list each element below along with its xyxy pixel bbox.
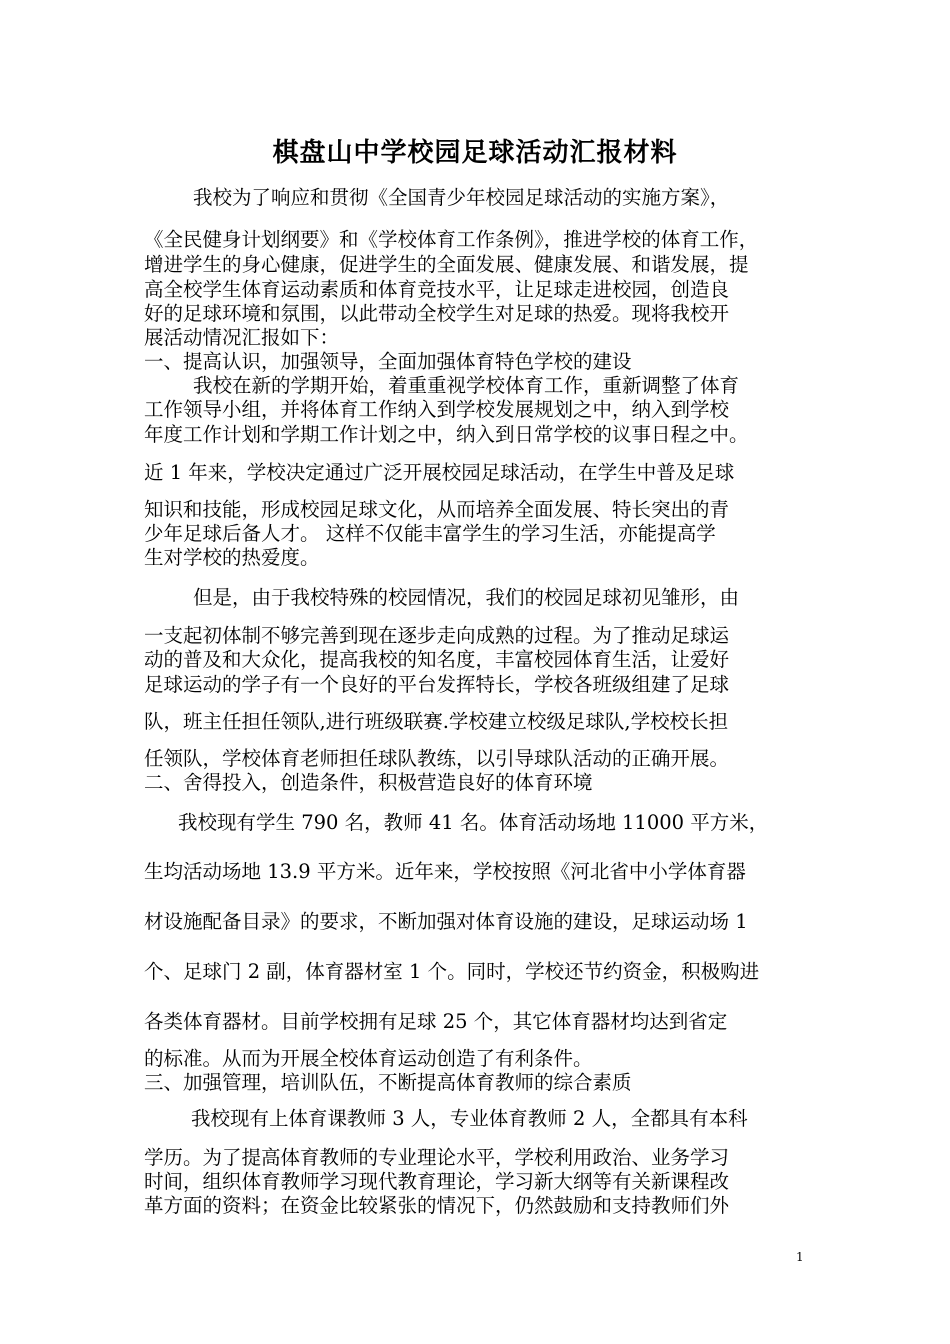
paragraph-line: 知识和技能，形成校园足球文化，从而培养全面发展、特长突出的青 <box>144 498 730 521</box>
paragraph-line: 我校现有上体育课教师 3 人，专业体育教师 2 人，全都具有本科 <box>191 1107 748 1130</box>
paragraph-line: 材设施配备目录》的要求，不断加强对体育设施的建设，足球运动场 1 <box>144 910 748 933</box>
paragraph-line: 个、足球门 2 副，体育器材室 1 个。同时，学校还节约资金，积极购进 <box>144 960 760 983</box>
paragraph-line: 动的普及和大众化，提高我校的知名度，丰富校园体育生活，让爱好 <box>144 648 730 671</box>
paragraph-line: 学历。为了提高体育教师的专业理论水平，学校利用政治、业务学习 <box>144 1146 730 1169</box>
paragraph-line: 我校现有学生 790 名，教师 41 名。体育活动场地 11000 平方米， <box>178 811 769 834</box>
document-title: 棋盘山中学校园足球活动汇报材料 <box>272 138 678 168</box>
paragraph-line: 增进学生的身心健康，促进学生的全面发展、健康发展、和谐发展，提 <box>144 253 749 276</box>
paragraph-line: 的标准。从而为开展全校体育运动创造了有利条件。 <box>144 1047 593 1070</box>
paragraph-line: 革方面的资料；在资金比较紧张的情况下，仍然鼓励和支持教师们外 <box>144 1194 730 1217</box>
paragraph-line: 任领队，学校体育老师担任球队教练，以引导球队活动的正确开展。 <box>144 747 730 770</box>
paragraph-line: 我校为了响应和贯彻《全国青少年校园足球活动的实施方案》， <box>193 186 730 209</box>
paragraph-line: 年度工作计划和学期工作计划之中，纳入到日常学校的议事日程之中。 <box>144 423 749 446</box>
page-number: 1 <box>796 1250 804 1264</box>
paragraph-line: 一支起初体制不够完善到现在逐步走向成熟的过程。为了推动足球运 <box>144 624 730 647</box>
paragraph-line: 各类体育器材。目前学校拥有足球 25 个，其它体育器材均达到省定 <box>144 1010 728 1033</box>
paragraph-line: 生对学校的热爱度。 <box>144 546 320 569</box>
section-heading: 一、提高认识，加强领导，全面加强体育特色学校的建设 <box>144 350 632 373</box>
section-heading: 二、舍得投入，创造条件，积极营造良好的体育环境 <box>144 771 593 794</box>
paragraph-line: 近 1 年来，学校决定通过广泛开展校园足球活动，在学生中普及足球 <box>144 461 735 484</box>
paragraph-line: 但是，由于我校特殊的校园情况，我们的校园足球初见雏形，由 <box>193 586 740 609</box>
paragraph-line: 《全民健身计划纲要》和《学校体育工作条例》，推进学校的体育工作， <box>144 228 759 251</box>
paragraph-line: 展活动情况汇报如下： <box>144 326 340 349</box>
paragraph-line: 我校在新的学期开始，着重重视学校体育工作，重新调整了体育 <box>193 374 740 397</box>
paragraph-line: 时间，组织体育教师学习现代教育理论，学习新大纲等有关新课程改 <box>144 1170 730 1193</box>
paragraph-line: 少年足球后备人才。 这样不仅能丰富学生的学习生活，亦能提高学 <box>144 522 716 545</box>
paragraph-line: 好的足球环境和氛围，以此带动全校学生对足球的热爱。现将我校开 <box>144 302 730 325</box>
paragraph-line: 生均活动场地 13.9 平方米。近年来，学校按照《河北省中小学体育器 <box>144 860 746 883</box>
paragraph-line: 足球运动的学子有一个良好的平台发挥特长，学校各班级组建了足球 <box>144 673 730 696</box>
section-heading: 三、加强管理，培训队伍，不断提高体育教师的综合素质 <box>144 1071 632 1094</box>
paragraph-line: 高全校学生体育运动素质和体育竞技水平，让足球走进校园，创造良 <box>144 278 730 301</box>
paragraph-line: 队，班主任担任领队,进行班级联赛.学校建立校级足球队,学校校长担 <box>144 710 729 733</box>
paragraph-line: 工作领导小组，并将体育工作纳入到学校发展规划之中，纳入到学校 <box>144 398 730 421</box>
